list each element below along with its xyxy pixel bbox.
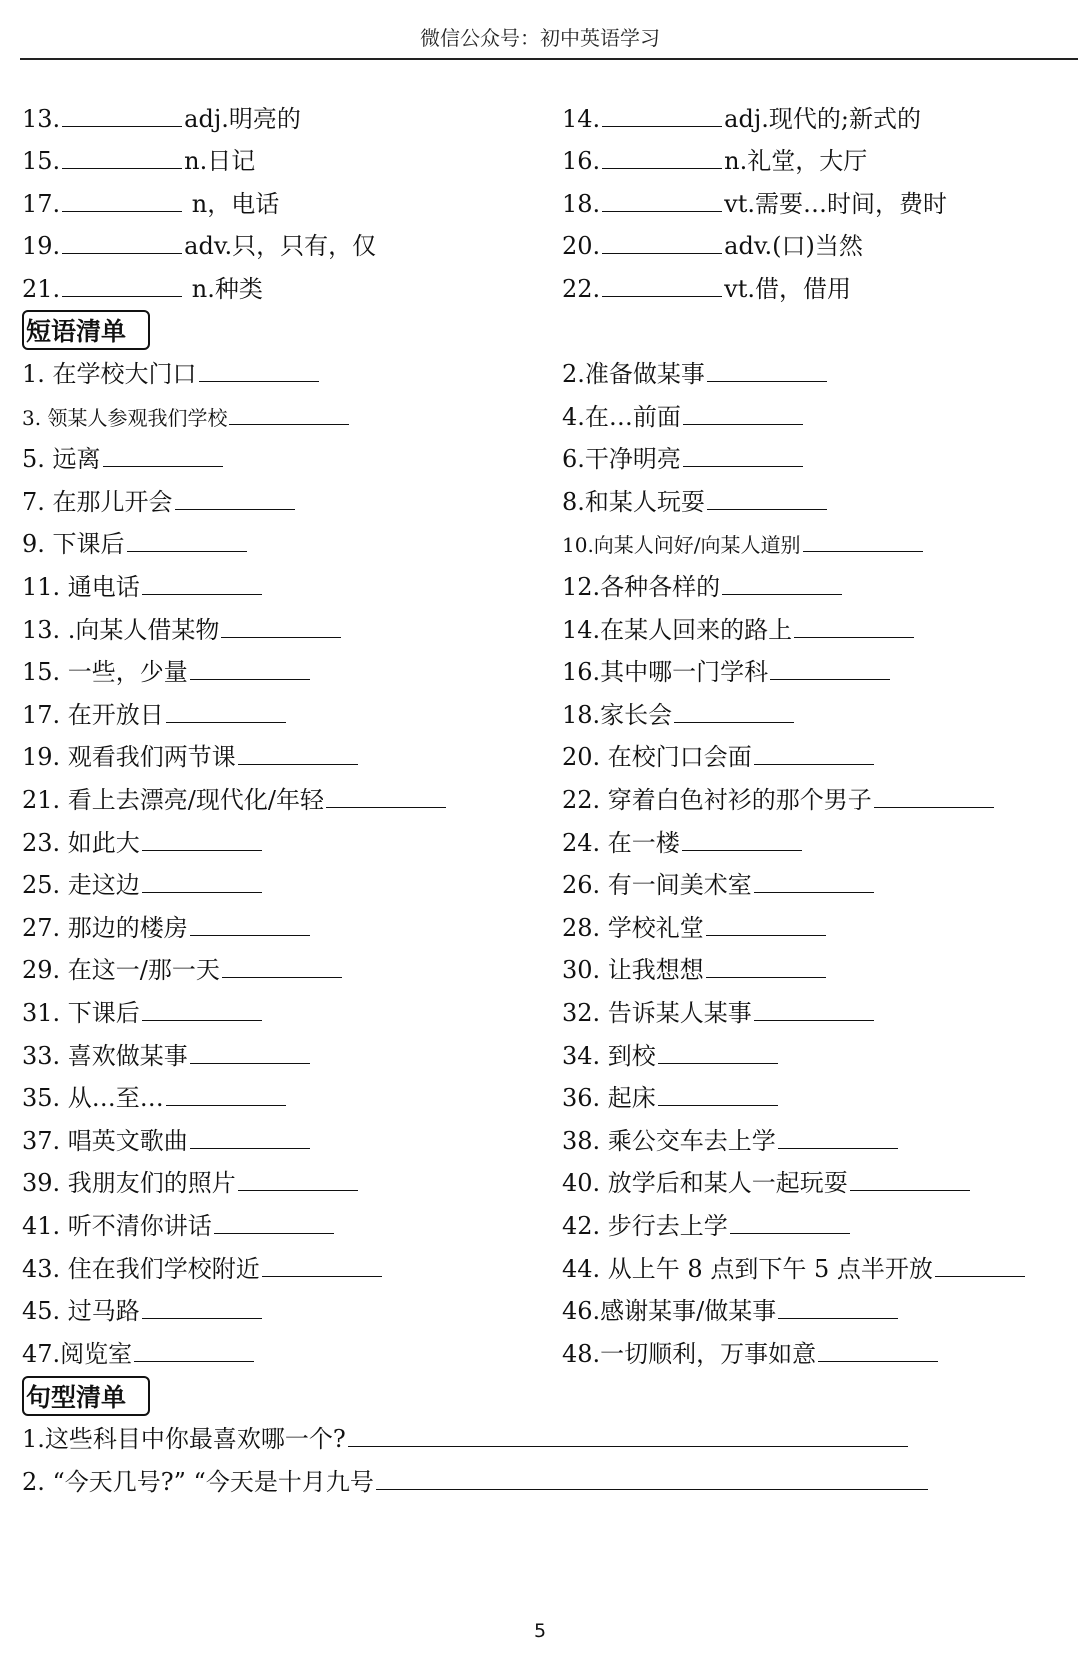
phrase-item — [22, 1211, 336, 1241]
phrase-item — [22, 572, 264, 602]
vocab-item: 20. adv.(口)当然 — [562, 232, 863, 260]
answer-blank[interactable] — [199, 359, 319, 382]
answer-blank[interactable] — [190, 913, 310, 936]
answer-blank[interactable] — [142, 828, 262, 851]
phrase-text: 22. 穿着白色衬衫的那个男子 — [562, 786, 872, 814]
phrase-text: 28. 学校礼堂 — [562, 914, 704, 942]
answer-blank[interactable] — [602, 189, 722, 212]
answer-blank[interactable] — [262, 1254, 382, 1277]
answer-blank[interactable] — [142, 998, 262, 1021]
phrase-item — [562, 1168, 972, 1198]
phrase-text: 17. 在开放日 — [22, 701, 164, 729]
phrase-text: 33. 喜欢做某事 — [22, 1042, 188, 1070]
phrase-item — [22, 487, 297, 517]
answer-blank[interactable] — [348, 1424, 908, 1447]
answer-blank[interactable] — [62, 274, 182, 297]
answer-blank[interactable] — [754, 870, 874, 893]
phrase-item — [562, 785, 996, 815]
phrase-text: 3. 领某人参观我们学校 — [22, 406, 228, 430]
phrase-text: 1. 在学校大门口 — [22, 360, 197, 388]
phrase-item — [22, 1041, 312, 1071]
answer-blank[interactable] — [62, 231, 182, 254]
answer-blank[interactable] — [778, 1296, 898, 1319]
phrase-text: 11. 通电话 — [22, 573, 140, 601]
phrase-text: 18.家长会 — [562, 701, 673, 729]
phrase-text: 14.在某人回来的路上 — [562, 616, 793, 644]
phrase-text: 9. 下课后 — [22, 530, 125, 558]
phrase-item — [22, 1168, 360, 1198]
section-title-phrases: 短语清单 — [22, 310, 150, 350]
answer-blank[interactable] — [754, 742, 874, 765]
answer-blank[interactable] — [127, 529, 247, 552]
answer-blank[interactable] — [602, 231, 722, 254]
phrase-text: 20. 在校门口会面 — [562, 743, 752, 771]
phrase-text: 21. 看上去漂亮/现代化/年轻 — [22, 786, 324, 814]
answer-blank[interactable] — [682, 828, 802, 851]
phrase-text: 44. 从上午 8 点到下午 5 点半开放 — [562, 1255, 933, 1283]
phrase-text: 10.向某人问好/向某人道别 — [562, 533, 801, 557]
phrase-item — [562, 1041, 780, 1071]
phrase-text: 39. 我朋友们的照片 — [22, 1169, 236, 1197]
answer-blank[interactable] — [142, 572, 262, 595]
phrase-text: 7. 在那儿开会 — [22, 488, 173, 516]
phrase-item — [22, 1339, 256, 1369]
phrase-item — [22, 1126, 312, 1156]
phrase-text: 32. 告诉某人某事 — [562, 999, 752, 1027]
phrase-text: 13. .向某人借某物 — [22, 616, 220, 644]
vocab-item: 19. adv.只，只有，仅 — [22, 232, 377, 260]
answer-blank[interactable] — [818, 1339, 938, 1362]
answer-blank[interactable] — [707, 487, 827, 510]
phrase-item — [22, 742, 360, 772]
answer-blank[interactable] — [602, 274, 722, 297]
answer-blank[interactable] — [326, 785, 446, 808]
phrase-text: 4.在…前面 — [562, 403, 681, 431]
answer-blank[interactable] — [674, 700, 794, 723]
answer-blank[interactable] — [238, 1168, 358, 1191]
phrase-item — [22, 700, 288, 730]
answer-blank[interactable] — [658, 1083, 778, 1106]
phrase-text: 36. 起床 — [562, 1084, 656, 1112]
phrase-text: 23. 如此大 — [22, 829, 140, 857]
phrase-text: 16.其中哪一门学科 — [562, 658, 769, 686]
phrase-item — [562, 742, 876, 772]
phrase-text: 12.各种各样的 — [562, 573, 721, 601]
phrase-item — [562, 615, 916, 645]
phrase-item — [22, 529, 249, 559]
phrase-text: 25. 走这边 — [22, 871, 140, 899]
phrase-item — [22, 444, 225, 474]
vocab-item: 22. vt.借，借用 — [562, 275, 852, 303]
phrase-item — [562, 402, 805, 432]
phrase-text: 30. 让我想想 — [562, 956, 704, 984]
answer-blank[interactable] — [142, 1296, 262, 1319]
answer-blank[interactable] — [103, 444, 223, 467]
answer-blank[interactable] — [706, 955, 826, 978]
answer-blank[interactable] — [754, 998, 874, 1021]
phrase-item — [562, 913, 828, 943]
phrase-item — [562, 955, 828, 985]
phrase-text: 35. 从…至… — [22, 1084, 164, 1112]
phrase-item — [22, 615, 343, 645]
phrase-text: 42. 步行去上学 — [562, 1212, 728, 1240]
phrase-item — [22, 913, 312, 943]
phrase-text: 5. 远离 — [22, 445, 101, 473]
answer-blank[interactable] — [707, 359, 827, 382]
answer-blank[interactable] — [222, 955, 342, 978]
phrase-item — [562, 1339, 940, 1369]
answer-blank[interactable] — [229, 402, 349, 425]
answer-blank[interactable] — [62, 189, 182, 212]
phrase-item — [562, 572, 844, 602]
phrase-item — [562, 1296, 900, 1326]
answer-blank[interactable] — [175, 487, 295, 510]
answer-blank[interactable] — [722, 572, 842, 595]
phrase-text: 38. 乘公交车去上学 — [562, 1127, 776, 1155]
phrase-text: 15. 一些，少量 — [22, 658, 188, 686]
answer-blank[interactable] — [850, 1168, 970, 1191]
answer-blank[interactable] — [221, 615, 341, 638]
phrase-text: 8.和某人玩耍 — [562, 488, 705, 516]
answer-blank[interactable] — [62, 104, 182, 127]
answer-blank[interactable] — [62, 146, 182, 169]
answer-blank[interactable] — [214, 1211, 334, 1234]
phrase-item — [562, 487, 829, 517]
answer-blank[interactable] — [706, 913, 826, 936]
header-divider — [20, 58, 1078, 60]
phrase-text: 34. 到校 — [562, 1042, 656, 1070]
phrase-text: 43. 住在我们学校附近 — [22, 1255, 260, 1283]
answer-blank[interactable] — [778, 1126, 898, 1149]
answer-blank[interactable] — [683, 402, 803, 425]
phrase-text: 45. 过马路 — [22, 1297, 140, 1325]
phrase-item — [22, 955, 344, 985]
vocab-item: 14. adj.现代的;新式的 — [562, 105, 921, 133]
phrase-item — [562, 444, 805, 474]
phrase-item — [22, 870, 264, 900]
answer-blank[interactable] — [602, 104, 722, 127]
vocab-item: 13. adj.明亮的 — [22, 105, 301, 133]
section-title-sentences: 句型清单 — [22, 1376, 150, 1416]
phrase-text: 46.感谢某事/做某事 — [562, 1297, 777, 1325]
phrase-text: 41. 听不清你讲话 — [22, 1212, 212, 1240]
answer-blank[interactable] — [730, 1211, 850, 1234]
phrase-text: 26. 有一间美术室 — [562, 871, 752, 899]
answer-blank[interactable] — [166, 700, 286, 723]
phrase-item — [562, 700, 796, 730]
phrase-item — [22, 359, 321, 389]
answer-blank[interactable] — [683, 444, 803, 467]
phrase-item — [562, 870, 876, 900]
phrase-item — [22, 402, 351, 433]
answer-blank[interactable] — [238, 742, 358, 765]
phrase-item — [22, 1296, 264, 1326]
phrase-item — [22, 828, 264, 858]
answer-blank[interactable] — [190, 1041, 310, 1064]
sentence-item: 2. “今天几号?” “今天是十月九号 — [22, 1467, 930, 1497]
page-number: 5 — [533, 1620, 547, 1642]
page-header: 微信公众号：初中英语学习 — [420, 26, 660, 50]
phrase-text: 6.干净明亮 — [562, 445, 681, 473]
phrase-text: 24. 在一楼 — [562, 829, 680, 857]
vocab-item: 21. n.种类 — [22, 275, 263, 303]
phrase-text: 47.阅览室 — [22, 1340, 133, 1368]
phrase-item — [22, 1083, 288, 1113]
phrase-text: 31. 下课后 — [22, 999, 140, 1027]
phrase-item — [22, 657, 312, 687]
vocab-item: 18. vt.需要…时间，费时 — [562, 190, 948, 218]
phrase-text: 37. 唱英文歌曲 — [22, 1127, 188, 1155]
phrase-item — [22, 998, 264, 1028]
sentence-item: 1.这些科目中你最喜欢哪一个? — [22, 1424, 910, 1454]
phrase-item — [562, 998, 876, 1028]
phrase-text: 19. 观看我们两节课 — [22, 743, 236, 771]
phrase-text: 48.一切顺利，万事如意 — [562, 1340, 817, 1368]
phrase-item — [562, 1254, 1027, 1284]
phrase-text: 2.准备做某事 — [562, 360, 705, 388]
vocab-item: 15. n.日记 — [22, 147, 256, 175]
phrase-item — [562, 828, 804, 858]
phrase-item — [562, 1126, 900, 1156]
phrase-item — [22, 1254, 384, 1284]
vocab-item: 16. n.礼堂，大厅 — [562, 147, 868, 175]
answer-blank[interactable] — [794, 615, 914, 638]
phrase-item — [562, 657, 892, 687]
answer-blank[interactable] — [935, 1254, 1025, 1277]
answer-blank[interactable] — [134, 1339, 254, 1362]
phrase-item — [562, 529, 925, 560]
phrase-item — [562, 1211, 852, 1241]
answer-blank[interactable] — [190, 657, 310, 680]
answer-blank[interactable] — [658, 1041, 778, 1064]
answer-blank[interactable] — [166, 1083, 286, 1106]
phrase-item — [562, 359, 829, 389]
answer-blank[interactable] — [803, 529, 923, 552]
phrase-item — [22, 785, 448, 815]
phrase-text: 40. 放学后和某人一起玩耍 — [562, 1169, 848, 1197]
answer-blank[interactable] — [602, 146, 722, 169]
phrase-text: 29. 在这一/那一天 — [22, 956, 220, 984]
answer-blank[interactable] — [142, 870, 262, 893]
answer-blank[interactable] — [770, 657, 890, 680]
vocab-item: 17. n，电话 — [22, 190, 280, 218]
answer-blank[interactable] — [376, 1467, 928, 1490]
phrase-item — [562, 1083, 780, 1113]
answer-blank[interactable] — [190, 1126, 310, 1149]
phrase-text: 27. 那边的楼房 — [22, 914, 188, 942]
answer-blank[interactable] — [874, 785, 994, 808]
